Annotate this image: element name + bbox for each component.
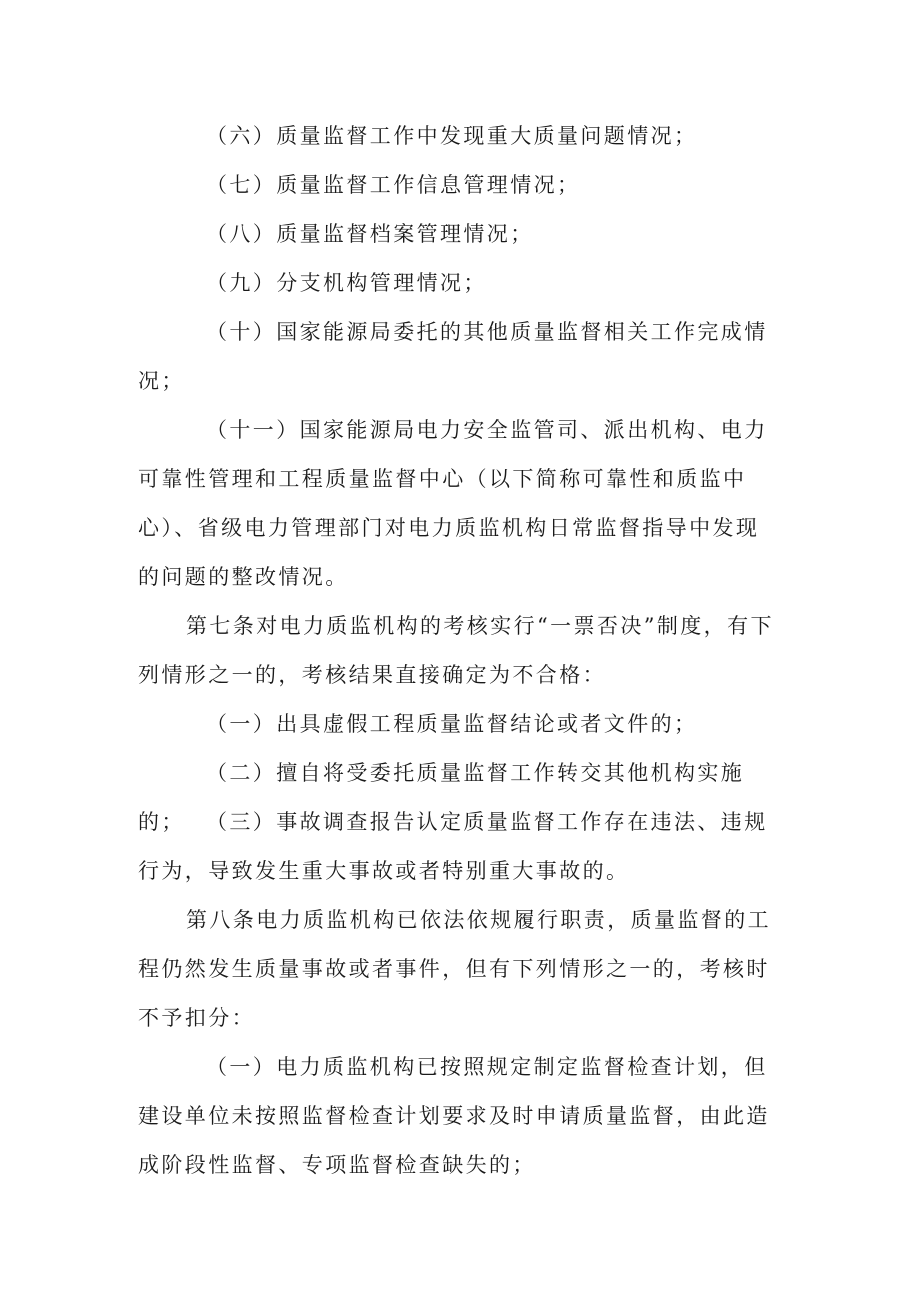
clause-8: （八）质量监督档案管理情况； [206, 222, 534, 246]
article-7: 第七条对电力质监机构的考核实行“一票否决”制度，有下列情形之一的，考核结果直接确定为不合格： [138, 614, 774, 687]
clause-11: （十一）国家能源局电力安全监管司、派出机构、电力可靠性管理和工程质量监督中心（以下简称可靠性和质监中心）、省级电力管理部门对电力质监机构日常监督指导中发现的问题的整改情况。 [138, 418, 768, 589]
clause-9: （九）分支机构管理情况； [206, 271, 487, 295]
article-7-item-1: （一）出具虚假工程质量监督结论或者文件的； [206, 712, 698, 736]
article-8-item-1: （一）电力质监机构已按照规定制定监督检查计划，但建设单位未按照监督检查计划要求及时申请质量监督，由此造成阶段性监督、专项监督检查缺失的； [138, 1055, 770, 1177]
clause-6: （六）质量监督工作中发现重大质量问题情况； [206, 124, 698, 148]
clause-10: （十）国家能源局委托的其他质量监督相关工作完成情况； [138, 320, 768, 393]
article-7-item-2: （二）擅自将受委托质量监督工作转交其他机构实施的； [138, 761, 745, 834]
clause-7: （七）质量监督工作信息管理情况； [206, 173, 581, 197]
article-8: 第八条电力质监机构已依法依规履行职责，质量监督的工程仍然发生质量事故或者事件，但有下列情形之一的，考核时不予扣分： [138, 908, 771, 1030]
article-7-item-3: （三）事故调查报告认定质量监督工作存在违法、违规行为，导致发生重大事故或者特别重大事故的。 [138, 810, 768, 883]
